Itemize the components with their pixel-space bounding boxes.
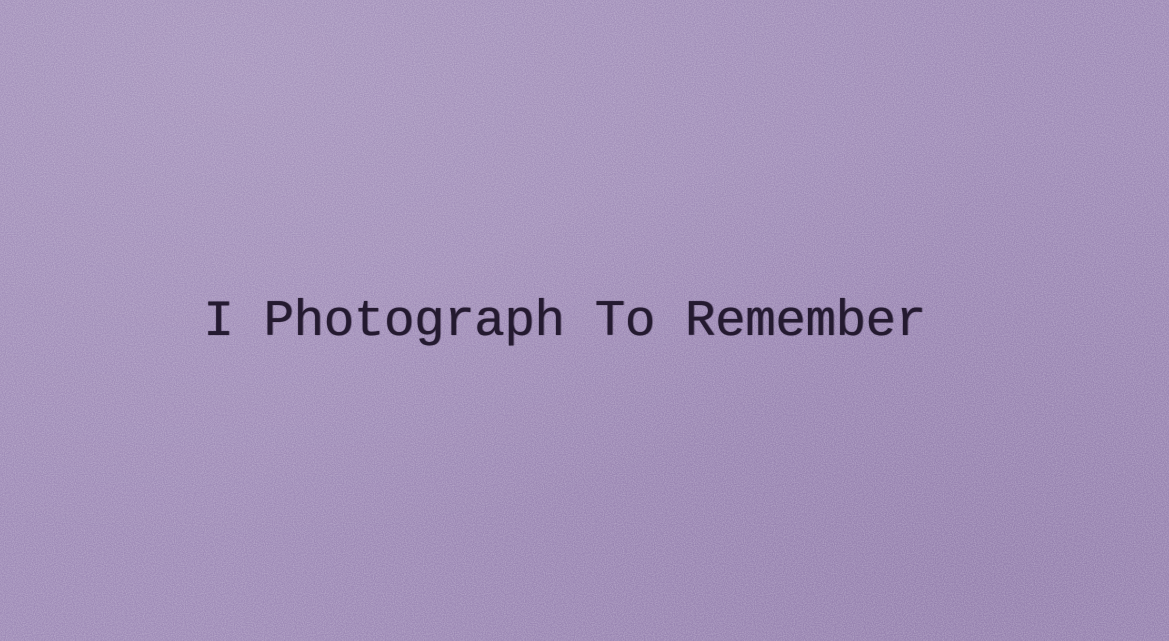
- typewritten-text: I Photograph To Remember: [203, 294, 926, 351]
